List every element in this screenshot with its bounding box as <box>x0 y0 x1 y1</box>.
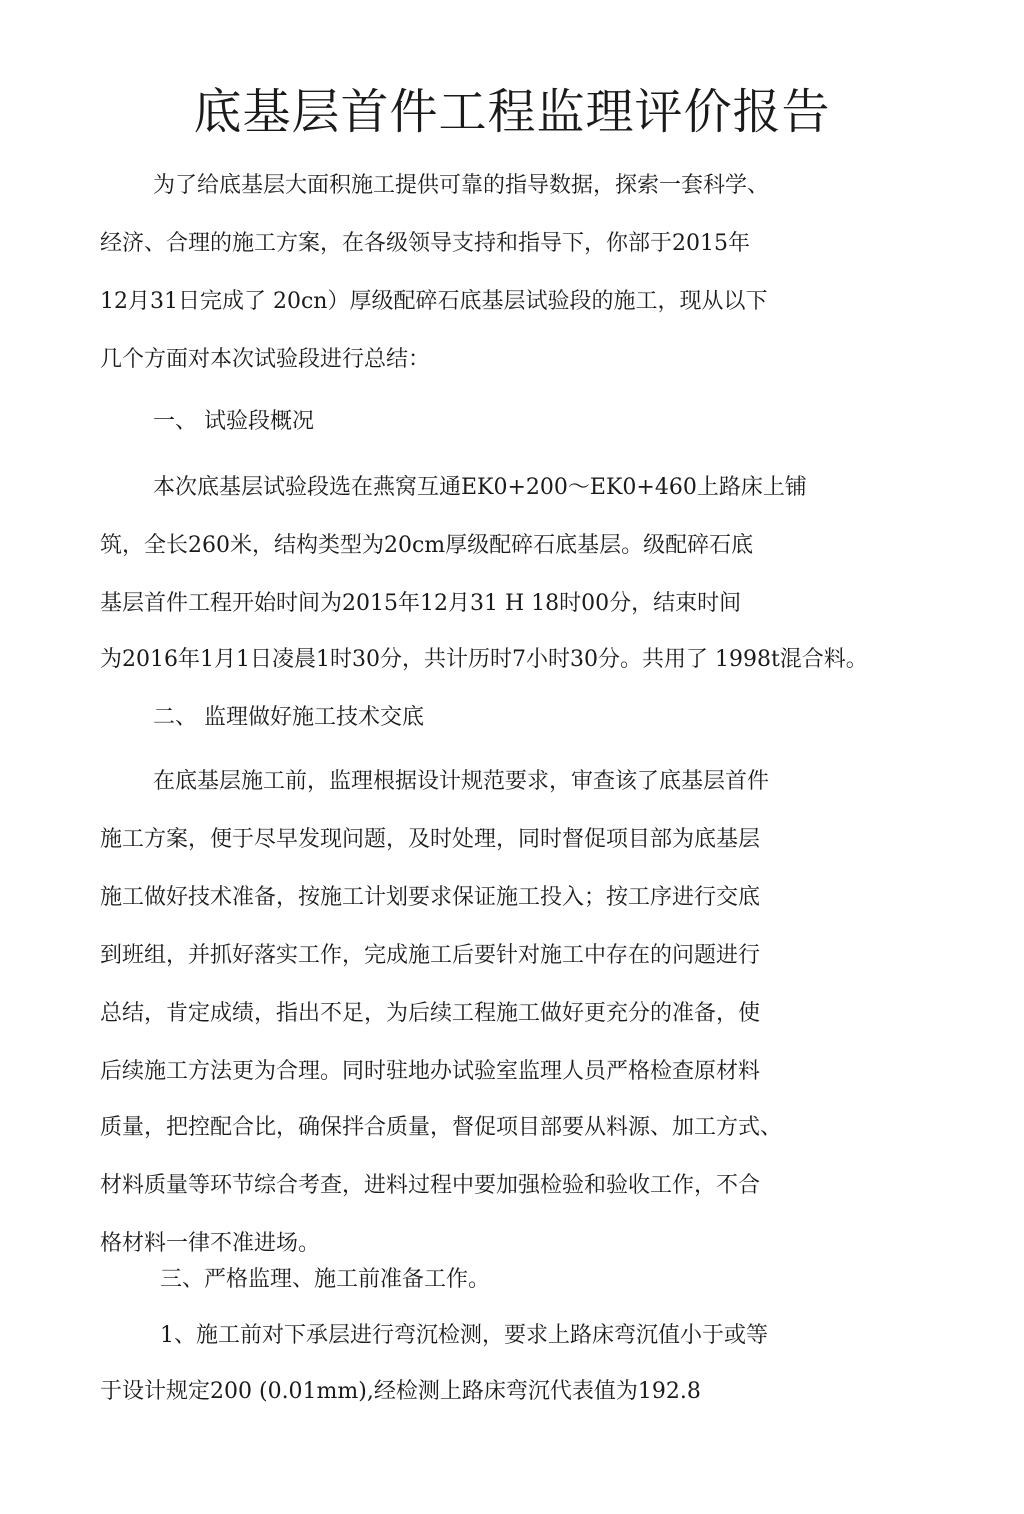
paragraph-line: 几个方面对本次试验段进行总结： <box>100 347 431 372</box>
paragraph-line: 格材料一律不准进场。 <box>100 1231 321 1256</box>
paragraph-line: 施工方案，便于尽早发现问题，及时处理，同时督促项目部为底基层 <box>100 827 761 852</box>
paragraph-line: 在底基层施工前，监理根据设计规范要求，审查该了底基层首件 <box>153 769 770 794</box>
paragraph-line: 经济、合理的施工方案，在各级领导支持和指导下，你部于2015年 <box>100 231 750 256</box>
section-heading: 二、 监理做好施工技术交底 <box>153 705 424 730</box>
paragraph-line: 质量，把控配合比，确保拌合质量，督促项目部要从料源、加工方式、 <box>100 1115 783 1140</box>
paragraph-line: 1、施工前对下承层进行弯沉检测，要求上路床弯沉值小于或等 <box>160 1323 768 1348</box>
paragraph-line: 12月31日完成了 20cn）厚级配碎石底基层试验段的施工，现从以下 <box>100 289 768 314</box>
paragraph-line: 为了给底基层大面积施工提供可靠的指导数据，探索一套科学、 <box>153 173 770 198</box>
document-title: 底基层首件工程监理评价报告 <box>193 84 831 140</box>
paragraph-line: 基层首件工程开始时间为2015年12月31 H 18时00分，结束时间 <box>100 591 742 616</box>
paragraph-line: 筑，全长260米，结构类型为20cm厚级配碎石底基层。级配碎石底 <box>100 533 754 558</box>
paragraph-line: 后续施工方法更为合理。同时驻地办试验室监理人员严格检查原材料 <box>100 1059 761 1084</box>
paragraph-line: 施工做好技术准备，按施工计划要求保证施工投入；按工序进行交底 <box>100 885 761 910</box>
paragraph-line: 为2016年1月1日凌晨1时30分，共计历时7小时30分。共用了 1998t混合料。 <box>100 647 868 672</box>
paragraph-line: 于设计规定200 (0.01mm),经检测上路床弯沉代表值为192.8 <box>100 1379 701 1404</box>
section-heading: 三、严格监理、施工前准备工作。 <box>160 1267 491 1292</box>
paragraph-line: 材料质量等环节综合考查，进料过程中要加强检验和验收工作，不合 <box>100 1173 761 1198</box>
paragraph-line: 到班组，并抓好落实工作，完成施工后要针对施工中存在的问题进行 <box>100 943 761 968</box>
paragraph-line: 本次底基层试验段选在燕窝互通EK0+200～EK0+460上路床上铺 <box>153 475 807 500</box>
section-heading: 一、 试验段概况 <box>153 409 314 434</box>
paragraph-line: 总结，肯定成绩，指出不足，为后续工程施工做好更充分的准备，使 <box>100 1001 761 1026</box>
